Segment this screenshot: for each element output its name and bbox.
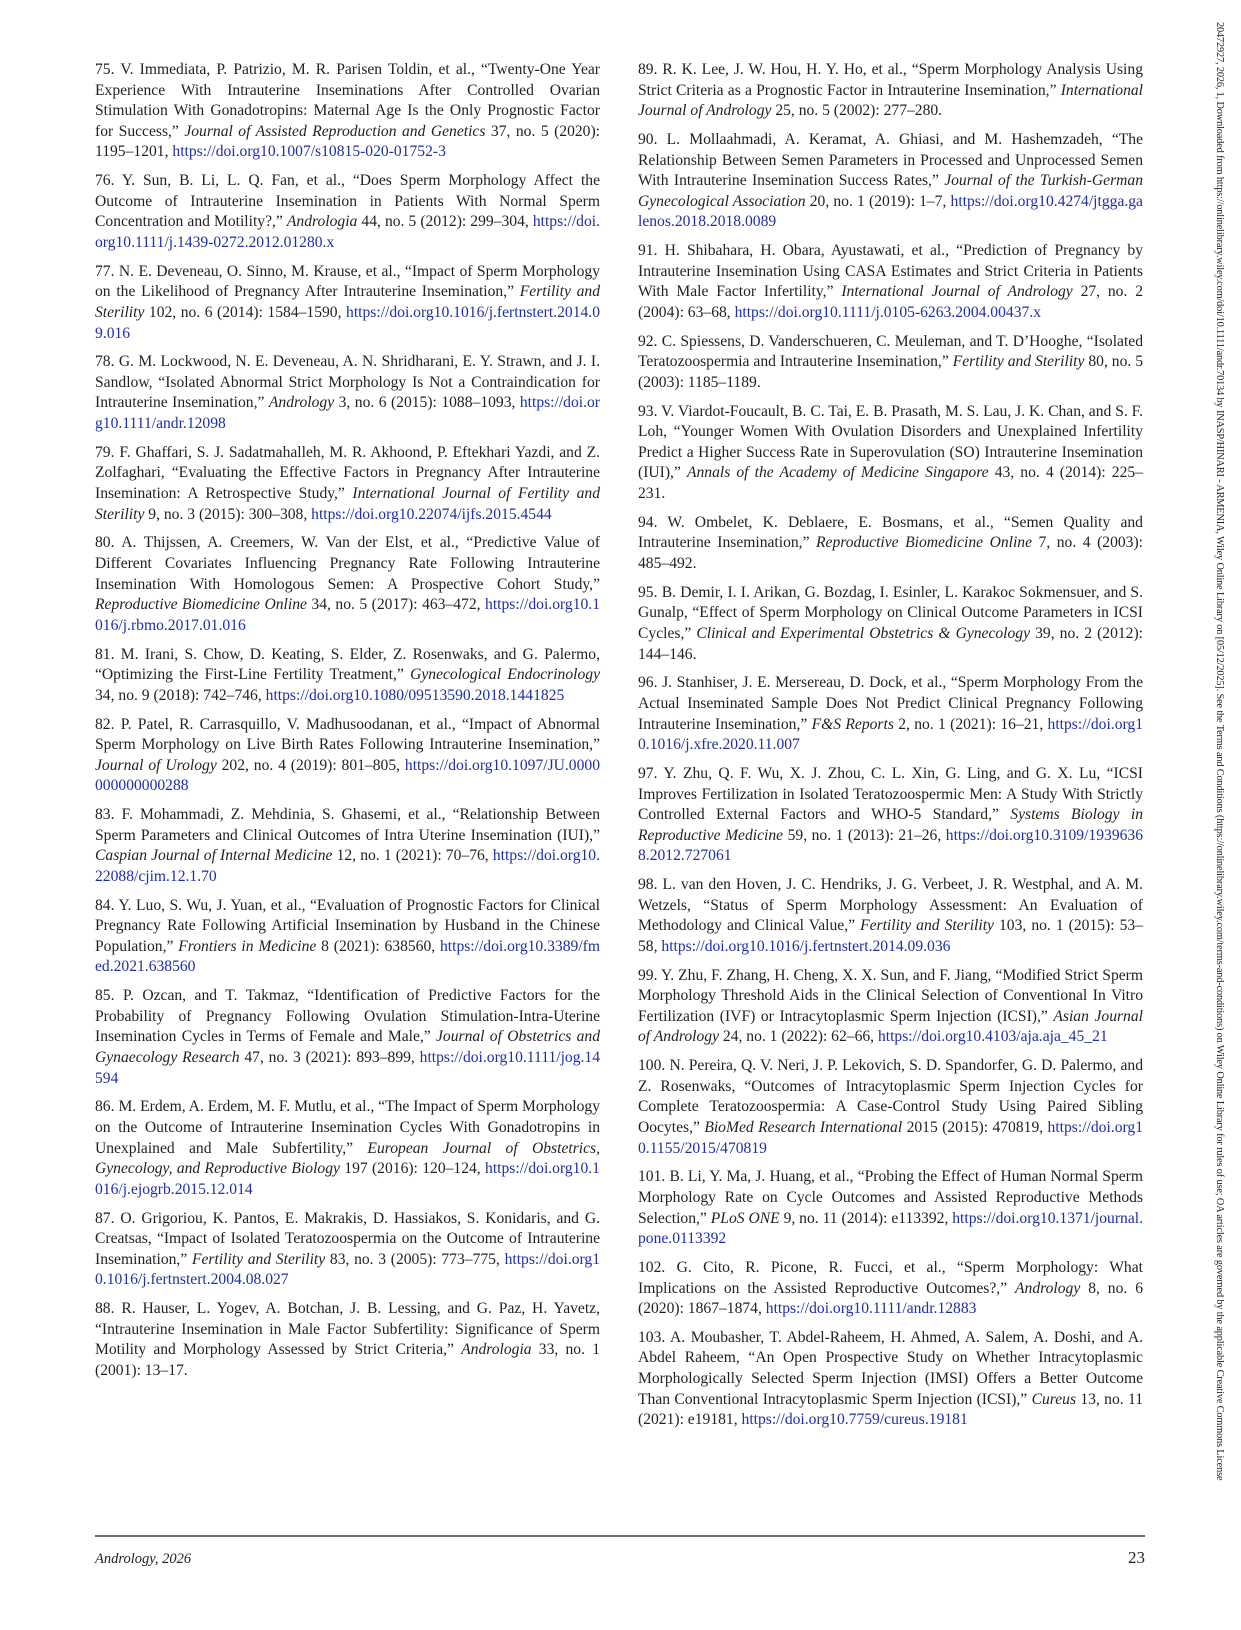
reference-details: 27, no. 2 (2004): 63–68, (638, 283, 1144, 321)
reference-authors-title: Y. Zhu, F. Zhang, H. Cheng, X. X. Sun, and F. Jiang, “Modified Strict Sperm Morphology Threshold Aids in the Clinical Selection of Conventional In Vitro Fertilization (IVF) or Intracytoplasmic Sperm Injection (ICSI),” (638, 966, 1143, 1025)
reference-number: 101. (638, 1168, 666, 1186)
reference-authors-title: W. Ombelet, K. Deblaere, E. Bosmans, et al., “Semen Quality and Intrauterine Insemination,” (638, 513, 1143, 552)
reference-journal: Clinical and Experimental Obstetrics & Gynecology (696, 624, 1031, 642)
reference-doi-link[interactable]: https://doi.org10.1016/j.fertnstert.2014.09.016 (95, 303, 600, 342)
reference-authors-title: P. Patel, R. Carrasquillo, V. Madhusoodanan, et al., “Impact of Abnormal Sperm Morphology on Live Birth Rates Following Intrauterine Insemination,” (95, 715, 600, 754)
reference-journal: BioMed Research International (704, 1118, 903, 1136)
reference-journal: Journal of the Turkish-German Gynecological Association (638, 172, 1144, 210)
reference-doi-link[interactable]: https://doi.org10.4274/jtgga.galenos.2018.2018.0089 (638, 192, 1143, 231)
reference-journal: European Journal of Obstetrics, Gynecology, and Reproductive Biology (95, 1139, 600, 1178)
reference-authors-title: M. Irani, S. Chow, D. Keating, S. Elder, Z. Rosenwaks, and G. Palermo, “Optimizing the First-Line Fertility Treatment,” (95, 645, 600, 684)
reference-details: 8 (2021): 638560, (316, 937, 440, 955)
reference-item (638, 60, 1143, 122)
reference-number: 94. (638, 513, 658, 531)
reference-authors-title: R. K. Lee, J. W. Hou, H. Y. Ho, et al., “Sperm Morphology Analysis Using Strict Criteria as a Prognostic Factor in Intrauterine Insemination,” (638, 61, 1143, 99)
reference-item (95, 171, 600, 253)
reference-number: 81. (95, 645, 115, 663)
reference-journal: Andrology (1015, 1279, 1081, 1297)
reference-journal: Journal of Urology (95, 756, 217, 774)
reference-journal: International Journal of Andrology (841, 283, 1073, 301)
reference-details: 9, no. 3 (2015): 300–308, (144, 505, 312, 523)
reference-authors-title: L. van den Hoven, J. C. Hendriks, J. G. Verbeet, J. R. Westphal, and A. M. Wetzels, “Status of Sperm Morphology Assessment: An Evaluation of Methodology and Clinical Value,” (638, 876, 1143, 935)
reference-doi-link[interactable]: https://doi.org10.1007/s10815-020-01752-3 (172, 143, 446, 161)
reference-details: 2, no. 1 (2021): 16–21, (893, 715, 1048, 733)
reference-item (95, 1299, 600, 1381)
footer-journal-name: Andrology (95, 1551, 155, 1567)
reference-item (95, 443, 600, 525)
reference-journal: Journal of Obstetrics and Gynaecology Research (95, 1028, 600, 1066)
reference-number: 100. (638, 1057, 666, 1075)
reference-journal: Journal of Assisted Reproduction and Genetics (184, 122, 486, 140)
reference-doi-link[interactable]: https://doi.org10.1371/journal.pone.0113392 (638, 1209, 1143, 1248)
reference-doi-link[interactable]: https://doi.org10.22074/ijfs.2015.4544 (311, 505, 552, 523)
reference-item (638, 241, 1143, 323)
reference-journal: Fertility and Sterility (860, 917, 994, 935)
reference-number: 91. (638, 242, 658, 260)
reference-details: 34, no. 5 (2017): 463–472, (306, 596, 486, 614)
references-right-column (638, 60, 1143, 1439)
reference-number: 90. (638, 130, 658, 148)
reference-details: 47, no. 3 (2021): 893–899, (239, 1049, 420, 1066)
reference-journal: Fertility and Sterility (191, 1250, 326, 1268)
reference-authors-title: B. Demir, I. I. Arikan, G. Bozdag, I. Esinler, L. Karakoc Sokmensuer, and S. Gunalp, “Effect of Sperm Morphology on Clinical Outcome Parameters in ICSI Cycles,” (638, 583, 1144, 642)
reference-item (638, 130, 1143, 233)
reference-number: 88. (95, 1300, 115, 1318)
reference-number: 98. (638, 876, 658, 894)
reference-journal: Andrologia (286, 213, 358, 231)
reference-journal: Reproductive Biomedicine Online (95, 596, 307, 614)
reference-details: 8, no. 6 (2020): 1867–1874, (638, 1279, 1143, 1318)
reference-item (638, 673, 1143, 755)
reference-item (95, 715, 600, 797)
reference-details: 37, no. 5 (2020): 1195–1201, (95, 122, 601, 161)
reference-journal: Caspian Journal of Internal Medicine (95, 847, 333, 865)
reference-doi-link[interactable]: https://doi.org10.1016/j.fertnstert.2004.08.027 (95, 1250, 601, 1289)
reference-number: 82. (95, 715, 115, 733)
reference-journal: Asian Journal of Andrology (638, 1007, 1143, 1046)
reference-number: 93. (638, 402, 658, 420)
reference-number: 99. (638, 966, 658, 984)
reference-item (638, 764, 1143, 867)
reference-number: 77. (95, 262, 115, 280)
reference-doi-link[interactable]: https://doi.org10.1111/andr.12883 (765, 1300, 977, 1318)
footer-year: , 2026 (154, 1551, 192, 1567)
reference-item (638, 332, 1143, 394)
reference-item (95, 805, 600, 887)
reference-doi-link[interactable]: https://doi.org10.1016/j.rbmo.2017.01.016 (95, 596, 600, 634)
reference-doi-link[interactable]: https://doi.org10.1111/j.0105-6263.2004.00437.x (734, 303, 1041, 321)
reference-item (638, 402, 1143, 505)
reference-number: 95. (638, 583, 658, 601)
reference-authors-title: G. Cito, R. Picone, R. Fucci, et al., “Sperm Morphology: What Implications on the Assisted Reproductive Outcomes?,” (638, 1258, 1143, 1297)
reference-journal: F&S Reports (811, 715, 894, 733)
reference-number: 102. (638, 1258, 666, 1276)
reference-journal: Frontiers in Medicine (178, 937, 317, 955)
reference-item (95, 986, 600, 1089)
reference-item (638, 1167, 1143, 1249)
reference-details: 7, no. 4 (2003): 485–492. (638, 534, 1144, 572)
reference-details: 43, no. 4 (2014): 225–231. (638, 464, 1143, 503)
reference-doi-link[interactable]: https://doi.org10.22088/cjim.12.1.70 (95, 847, 600, 885)
reference-item (95, 1209, 600, 1291)
reference-authors-title: F. Ghaffari, S. J. Sadatmahalleh, M. R. Akhoond, P. Eftekhari Yazdi, and Z. Zolfaghari, “Evaluating the Effective Factors in Pregnancy After Intrauterine Insemination: A Retrospective Study,” (95, 443, 600, 503)
reference-item (95, 896, 600, 978)
reference-number: 85. (95, 987, 115, 1005)
reference-item (638, 513, 1143, 575)
reference-doi-link[interactable]: https://doi.org10.1111/j.1439-0272.2012.01280.x (95, 213, 600, 251)
reference-item (638, 1328, 1143, 1431)
reference-details: 83, no. 3 (2005): 773–775, (325, 1250, 505, 1268)
reference-doi-link[interactable]: https://doi.org10.1016/j.xfre.2020.11.007 (638, 715, 1143, 754)
reference-details: 9, no. 11 (2014): e113392, (779, 1209, 953, 1227)
reference-item (638, 966, 1143, 1048)
references-left-column (95, 60, 600, 1390)
footer-journal (95, 1551, 191, 1568)
reference-item (95, 533, 600, 636)
reference-number: 86. (95, 1098, 115, 1116)
reference-journal: Andrologia (461, 1341, 532, 1359)
reference-item (95, 60, 600, 163)
reference-details: 20, no. 1 (2019): 1–7, (805, 192, 951, 210)
reference-details: 34, no. 9 (2018): 742–746, (95, 686, 266, 704)
reference-number: 103. (638, 1328, 666, 1346)
reference-journal: Fertility and Sterility (95, 283, 601, 321)
reference-doi-link[interactable]: https://doi.org10.1097/JU.0000000000000288 (95, 756, 600, 795)
reference-details: 103, no. 1 (2015): 53–58, (638, 917, 1143, 955)
reference-details: 24, no. 1 (2022): 62–66, (719, 1028, 878, 1046)
reference-journal: PLoS ONE (710, 1209, 780, 1227)
reference-item (95, 645, 600, 707)
reference-details: 102, no. 6 (2014): 1584–1590, (144, 303, 347, 321)
reference-journal: International Journal of Fertility and Sterility (95, 485, 600, 523)
reference-doi-link[interactable]: https://doi.org10.1016/j.ejogrb.2015.12.014 (95, 1160, 600, 1198)
reference-authors-title: N. E. Deveneau, O. Sinno, M. Krause, et al., “Impact of Sperm Morphology on the Likelihood of Pregnancy After Intrauterine Insemination,” (95, 262, 600, 301)
reference-item (638, 875, 1143, 957)
reference-number: 78. (95, 353, 115, 371)
reference-doi-link[interactable]: https://doi.org10.1080/09513590.2018.1441825 (265, 686, 565, 704)
reference-number: 97. (638, 764, 658, 782)
reference-authors-title: V. Viardot-Foucault, B. C. Tai, E. B. Prasath, M. S. Lau, J. K. Chan, and S. F. Loh, “Younger Women With Ovulation Disorders and Unexplained Infertility Predict a Higher Success Rate in Superovulation (SO) Intrauterine Insemination (IUI),” (638, 402, 1143, 482)
reference-details: 80, no. 5 (2003): 1185–1189. (638, 353, 1143, 391)
reference-authors-title: P. Ozcan, and T. Takmaz, “Identification of Predictive Factors for the Probability of Pregnancy Following Ovulation Stimulation-Intra-Uterine Insemination Cycles in Terms of Female and Male,” (95, 987, 600, 1046)
reference-journal: Reproductive Biomedicine Online (816, 534, 1033, 552)
reference-doi-link[interactable]: https://doi.org10.1111/jog.14594 (95, 1049, 600, 1087)
reference-details: 2015 (2015): 470819, (902, 1118, 1048, 1136)
reference-item (95, 262, 600, 344)
reference-item (95, 352, 600, 434)
reference-details: 12, no. 1 (2021): 70–76, (332, 847, 493, 865)
reference-number: 76. (95, 172, 115, 190)
reference-authors-title: A. Thijssen, A. Creemers, W. Van der Elst, et al., “Predictive Value of Different Covariates Influencing Pregnancy Rate Following Intrauterine Insemination With Homologous Semen: A Prospective Cohort Study,” (95, 534, 600, 593)
reference-doi-link[interactable]: https://doi.org10.1155/2015/470819 (638, 1118, 1143, 1157)
reference-details: 197 (2016): 120–124, (339, 1160, 486, 1178)
reference-authors-title: R. Hauser, L. Yogev, A. Botchan, J. B. Lessing, and G. Paz, H. Yavetz, “Intrauterine Insemination in Male Factor Subfertility: Significance of Sperm Motility and Morphology Assessed by Strict Criteria,” (95, 1300, 600, 1359)
reference-journal: International Journal of Andrology (638, 81, 1143, 120)
reference-authors-title: M. Erdem, A. Erdem, M. F. Mutlu, et al., “The Impact of Sperm Morphology on the Outcome of Intrauterine Insemination Cycles With Gonadotropins in Unexplained and Male Subfertility,” (95, 1098, 600, 1157)
reference-authors-title: C. Spiessens, D. Vanderschueren, C. Meuleman, and T. D’Hooghe, “Isolated Teratozoospermia and Intrauterine Insemination,” (638, 332, 1143, 371)
reference-number: 80. (95, 534, 115, 552)
reference-details: 59, no. 1 (2013): 21–26, (783, 826, 946, 844)
reference-details: 13, no. 11 (2021): e19181, (638, 1390, 1143, 1429)
reference-doi-link[interactable]: https://doi.org10.1111/andr.12098 (95, 394, 600, 433)
reference-details: 33, no. 1 (2001): 13–17. (95, 1341, 600, 1379)
reference-doi-link[interactable]: https://doi.org10.1016/j.fertnstert.2014.09.036 (661, 937, 951, 955)
reference-item (638, 1056, 1143, 1159)
reference-number: 79. (95, 443, 115, 461)
reference-authors-title: G. M. Lockwood, N. E. Deveneau, A. N. Shridharani, E. Y. Strawn, and J. I. Sandlow, “Isolated Abnormal Strict Morphology Is Not a Contraindication for Intrauterine Insemination,” (95, 353, 600, 412)
reference-number: 84. (95, 896, 115, 914)
reference-item (638, 1258, 1143, 1320)
footer-divider (95, 1535, 1145, 1537)
reference-details: 3, no. 6 (2015): 1088–1093, (334, 394, 520, 412)
reference-number: 96. (638, 674, 658, 692)
reference-journal: Systems Biology in Reproductive Medicine (638, 806, 1143, 844)
reference-journal: Gynecological Endocrinology (410, 666, 601, 684)
reference-details: 39, no. 2 (2012): 144–146. (638, 624, 1143, 663)
reference-authors-title: O. Grigoriou, K. Pantos, E. Makrakis, D. Hassiakos, S. Konidaris, and G. Creatsas, “Impact of Isolated Teratozoospermia on the Outcome of Intrauterine Insemination,” (95, 1209, 600, 1268)
reference-item (638, 583, 1143, 665)
reference-journal: Annals of the Academy of Medicine Singapore (686, 464, 989, 482)
reference-authors-title: F. Mohammadi, Z. Mehdinia, S. Ghasemi, et al., “Relationship Between Sperm Parameters and Clinical Outcomes of Intra Uterine Insemination (IUI),” (95, 806, 601, 844)
reference-number: 89. (638, 61, 658, 78)
reference-journal: Fertility and Sterility (952, 353, 1085, 371)
reference-number: 92. (638, 332, 658, 350)
reference-authors-title: H. Shibahara, H. Obara, Ayustawati, et al., “Prediction of Pregnancy by Intrauterine Insemination Using CASA Estimates and Strict Criteria in Patients With Male Factor Infertility,” (638, 242, 1143, 301)
reference-journal: Cureus (1031, 1390, 1077, 1408)
reference-details: 202, no. 4 (2019): 801–805, (216, 756, 405, 774)
download-notice: 20472927, 2026, 1, Downloaded from https://onlinelibrary.wiley.com/doi/10.1111/andr.70134 by INASP/HINARI - ARMENIA, Wiley Online Library on [05/12/2025]. See the Terms and Conditions (https://onlinelibrary.wiley.com/terms-and-conditions) on Wiley Online Library for rules of use; OA articles are governed by the applicable Creative Commons License (1214, 22, 1225, 1481)
reference-authors-title: J. Stanhiser, J. E. Mersereau, D. Dock, et al., “Sperm Morphology From the Actual Inseminated Sample Does Not Predict Clinical Pregnancy Following Intrauterine Insemination,” (638, 674, 1144, 733)
reference-doi-link[interactable]: https://doi.org10.3389/fmed.2021.638560 (95, 937, 600, 976)
reference-details: 25, no. 5 (2002): 277–280. (771, 102, 943, 120)
reference-authors-title: N. Pereira, Q. V. Neri, J. P. Lekovich, S. D. Spandorfer, G. D. Palermo, and Z. Rosenwaks, “Outcomes of Intracytoplasmic Sperm Injection Cycles for Complete Teratozoospermia: A Case-Control Study Using Paired Sibling Oocytes,” (638, 1057, 1143, 1136)
reference-authors-title: V. Immediata, P. Patrizio, M. R. Parisen Toldin, et al., “Twenty-One Year Experience With Intrauterine Inseminations After Controlled Ovarian Stimulation With Gonadotropins: Maternal Age Is the Only Prognostic Factor for Success,” (95, 61, 600, 140)
reference-authors-title: B. Li, Y. Ma, J. Huang, et al., “Probing the Effect of Human Normal Sperm Morphology Rate on Cycle Outcomes and Assisted Reproductive Methods Selection,” (638, 1168, 1143, 1227)
reference-doi-link[interactable]: https://doi.org10.7759/cureus.19181 (741, 1411, 968, 1429)
reference-authors-title: Y. Sun, B. Li, L. Q. Fan, et al., “Does Sperm Morphology Affect the Outcome of Intrauterine Insemination in Patients With Normal Sperm Concentration and Motility?,” (95, 172, 601, 231)
reference-number: 87. (95, 1209, 115, 1227)
page-number: 23 (1128, 1548, 1145, 1567)
reference-authors-title: Y. Zhu, Q. F. Wu, X. J. Zhou, C. L. Xin, G. Ling, and G. X. Lu, “ICSI Improves Fertilization in Isolated Teratozoospermic Men: A Study With Strictly Controlled External Factors and WHO-5 Standard,” (638, 764, 1143, 824)
reference-doi-link[interactable]: https://doi.org10.4103/aja.aja_45_21 (877, 1028, 1108, 1046)
reference-authors-title: L. Mollaahmadi, A. Keramat, A. Ghiasi, and M. Hashemzadeh, “The Relationship Between Semen Parameters in Processed and Unprocessed Semen With Intrauterine Insemination Success Rates,” (638, 130, 1144, 190)
reference-doi-link[interactable]: https://doi.org10.3109/19396368.2012.727061 (638, 826, 1144, 865)
reference-item (95, 1097, 600, 1200)
reference-journal: Andrology (268, 394, 335, 412)
reference-number: 83. (95, 806, 115, 824)
reference-details: 44, no. 5 (2012): 299–304, (357, 213, 533, 231)
reference-authors-title: Y. Luo, S. Wu, J. Yuan, et al., “Evaluation of Prognostic Factors for Clinical Pregnancy Rate Following Artificial Insemination by Husband in the Chinese Population,” (95, 896, 600, 955)
reference-authors-title: A. Moubasher, T. Abdel-Raheem, H. Ahmed, A. Salem, A. Doshi, and A. Abdel Raheem, “An Open Prospective Study on Whether Intracytoplasmic Morphologically Selected Sperm Injection (IMSI) Offers a Better Outcome Than Conventional Intracytoplasmic Sperm Injection (ICSI),” (638, 1328, 1143, 1408)
reference-number: 75. (95, 61, 115, 78)
